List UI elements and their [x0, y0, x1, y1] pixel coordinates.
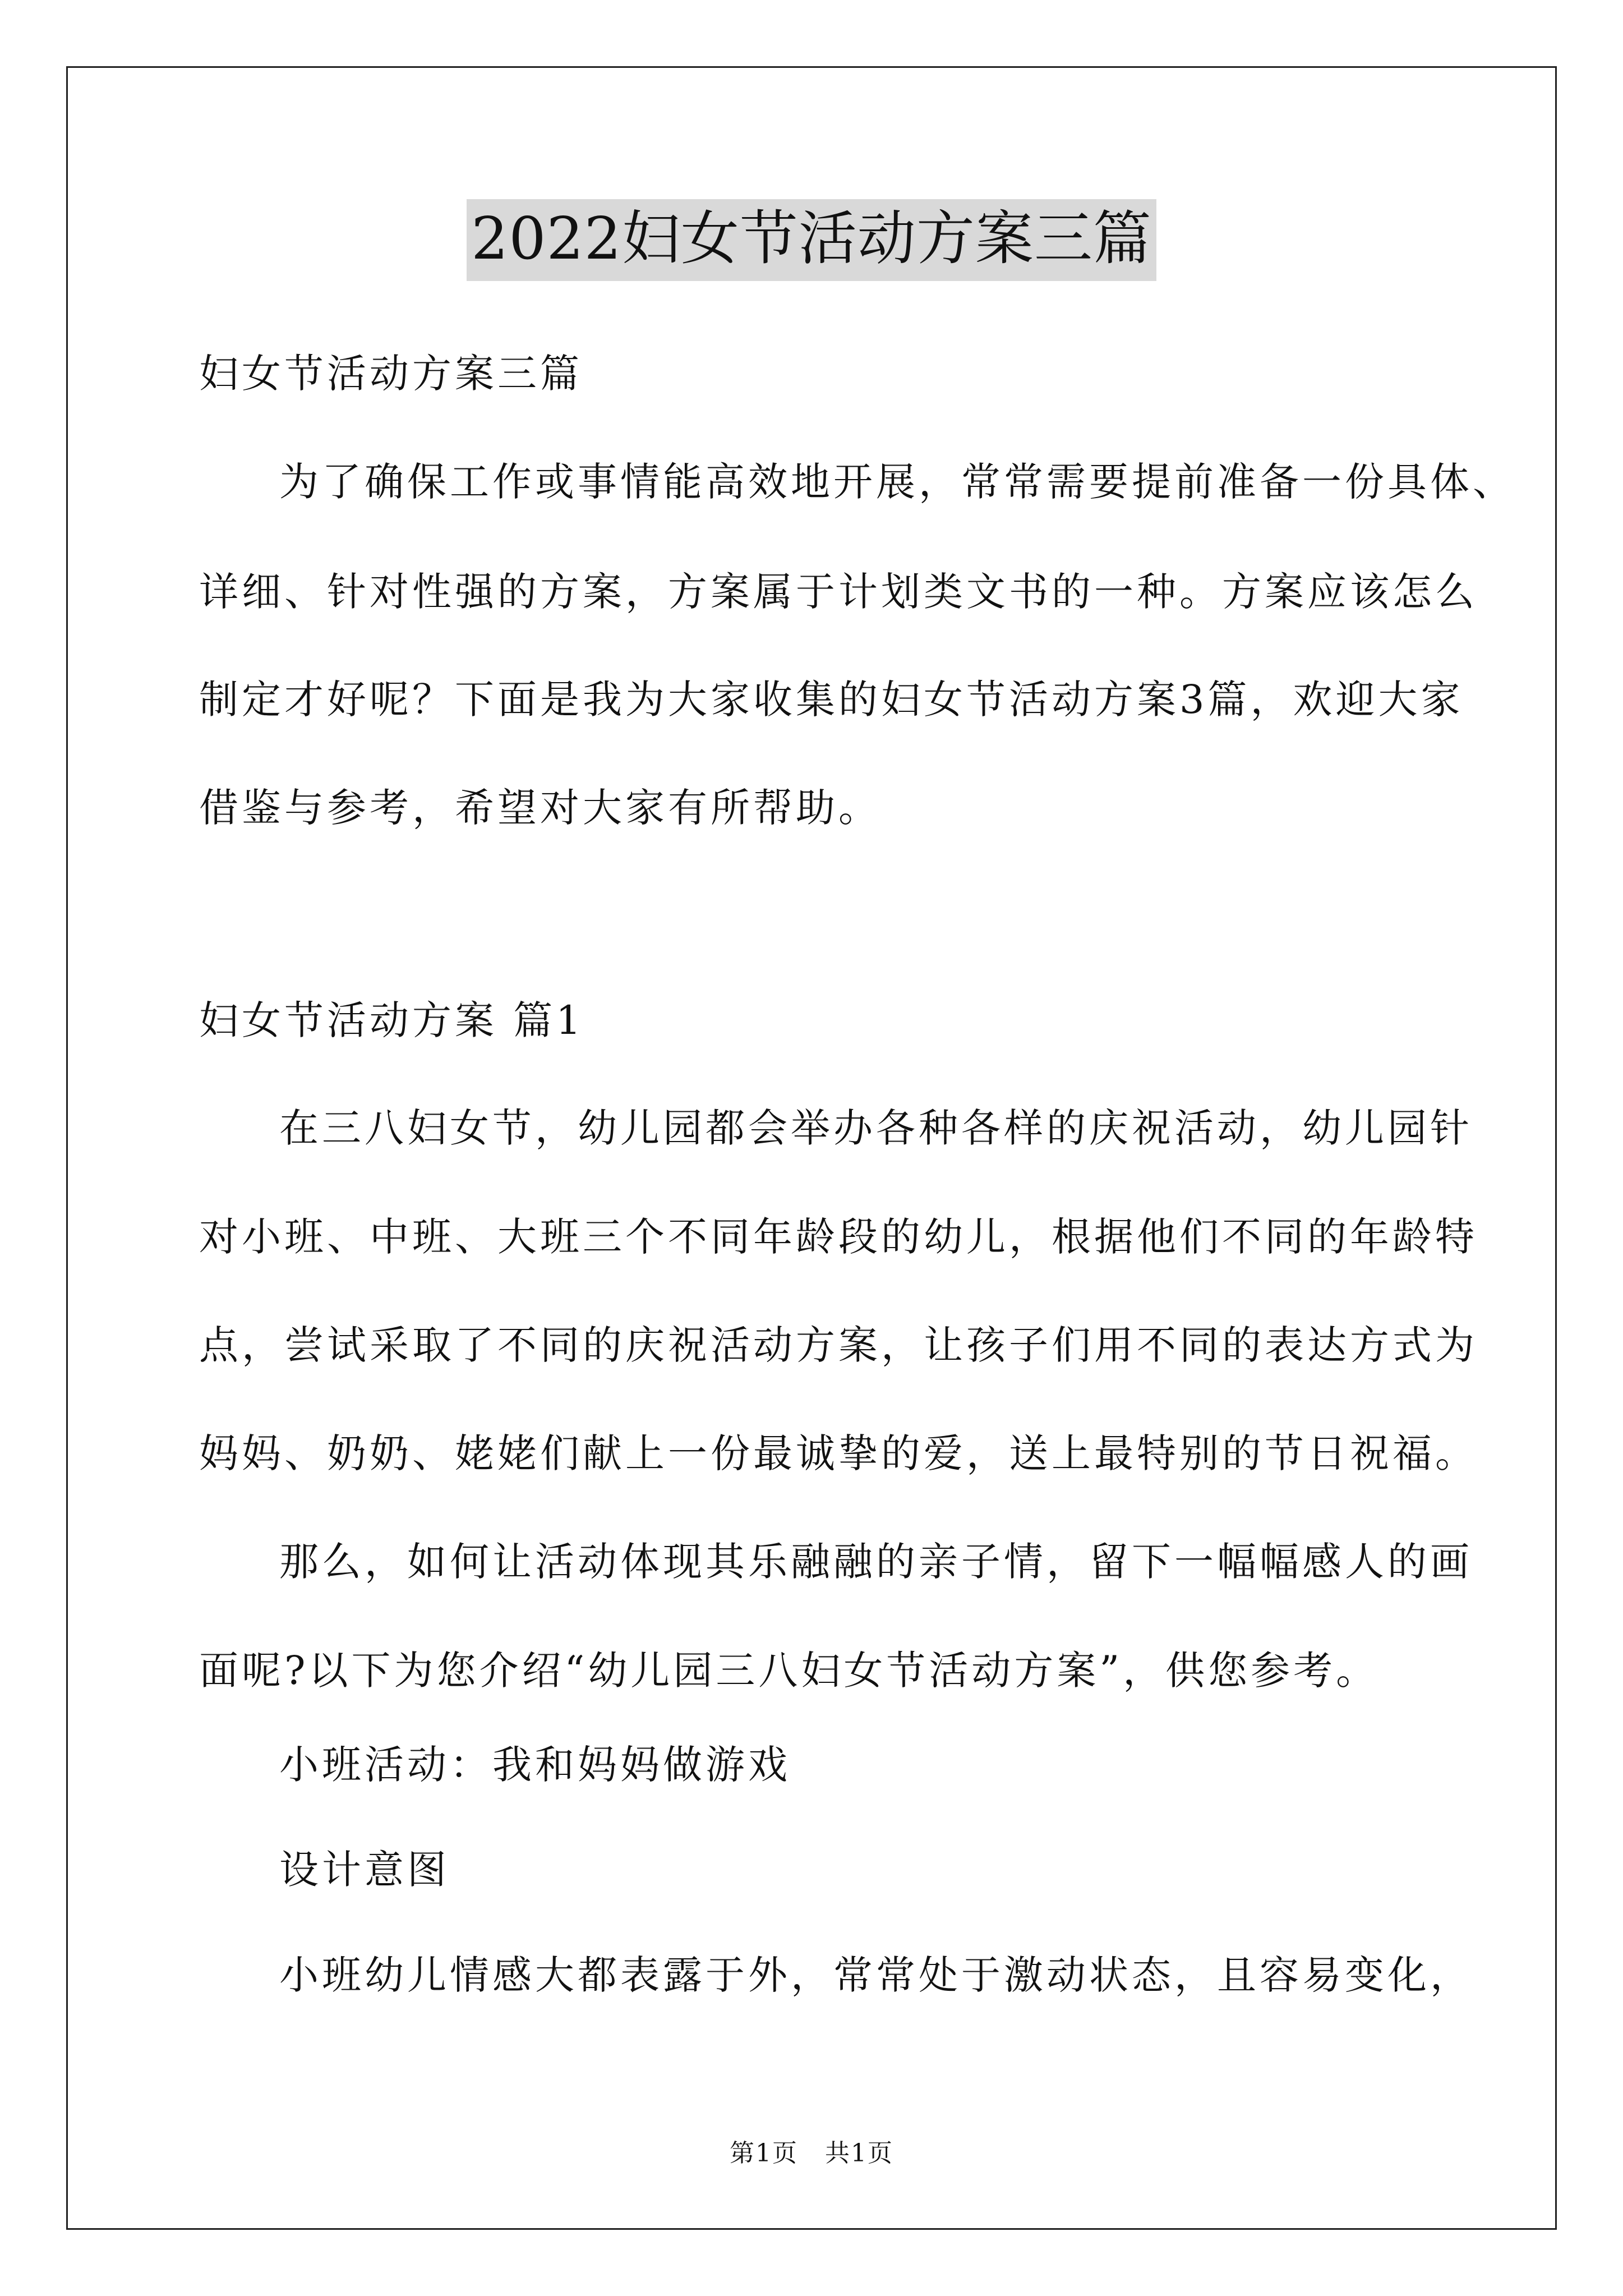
paragraph-line: 为了确保工作或事情能高效地开展，常常需要提前准备一份具体、 — [279, 459, 1515, 505]
paragraph-line: 对小班、中班、大班三个不同年龄段的幼儿，根据他们不同的年龄特 — [199, 1214, 1478, 1260]
paragraph-line: 妈妈、奶奶、姥姥们献上一份最诚挚的爱，送上最特别的节日祝福。 — [199, 1430, 1478, 1476]
paragraph-line: 制定才好呢？下面是我为大家收集的妇女节活动方案3篇，欢迎大家 — [199, 677, 1464, 723]
subsection-heading: 小班活动：我和妈妈做游戏 — [279, 1742, 791, 1788]
paragraph-line: 在三八妇女节，幼儿园都会举办各种各样的庆祝活动，幼儿园针 — [279, 1105, 1473, 1151]
document-title: 2022妇女节活动方案三篇 — [467, 199, 1156, 281]
subsection-heading: 设计意图 — [279, 1847, 450, 1893]
paragraph-line: 详细、针对性强的方案，方案属于计划类文书的一种。方案应该怎么 — [199, 569, 1478, 615]
paragraph-line: 那么，如何让活动体现其乐融融的亲子情，留下一幅幅感人的画 — [279, 1539, 1473, 1585]
paragraph-line: 面呢?以下为您介绍“幼儿园三八妇女节活动方案”，供您参考。 — [199, 1648, 1379, 1694]
section-heading: 妇女节活动方案 篇1 — [199, 997, 584, 1043]
paragraph-line: 小班幼儿情感大都表露于外，常常处于激动状态，且容易变化， — [279, 1952, 1473, 1998]
paragraph-line: 借鉴与参考，希望对大家有所帮助。 — [199, 785, 881, 831]
paragraph-line: 点，尝试采取了不同的庆祝活动方案，让孩子们用不同的表达方式为 — [199, 1322, 1478, 1368]
page-footer: 第1页 共1页 — [730, 2139, 893, 2168]
document-title-wrap — [0, 199, 1623, 281]
subtitle-line: 妇女节活动方案三篇 — [199, 351, 583, 397]
